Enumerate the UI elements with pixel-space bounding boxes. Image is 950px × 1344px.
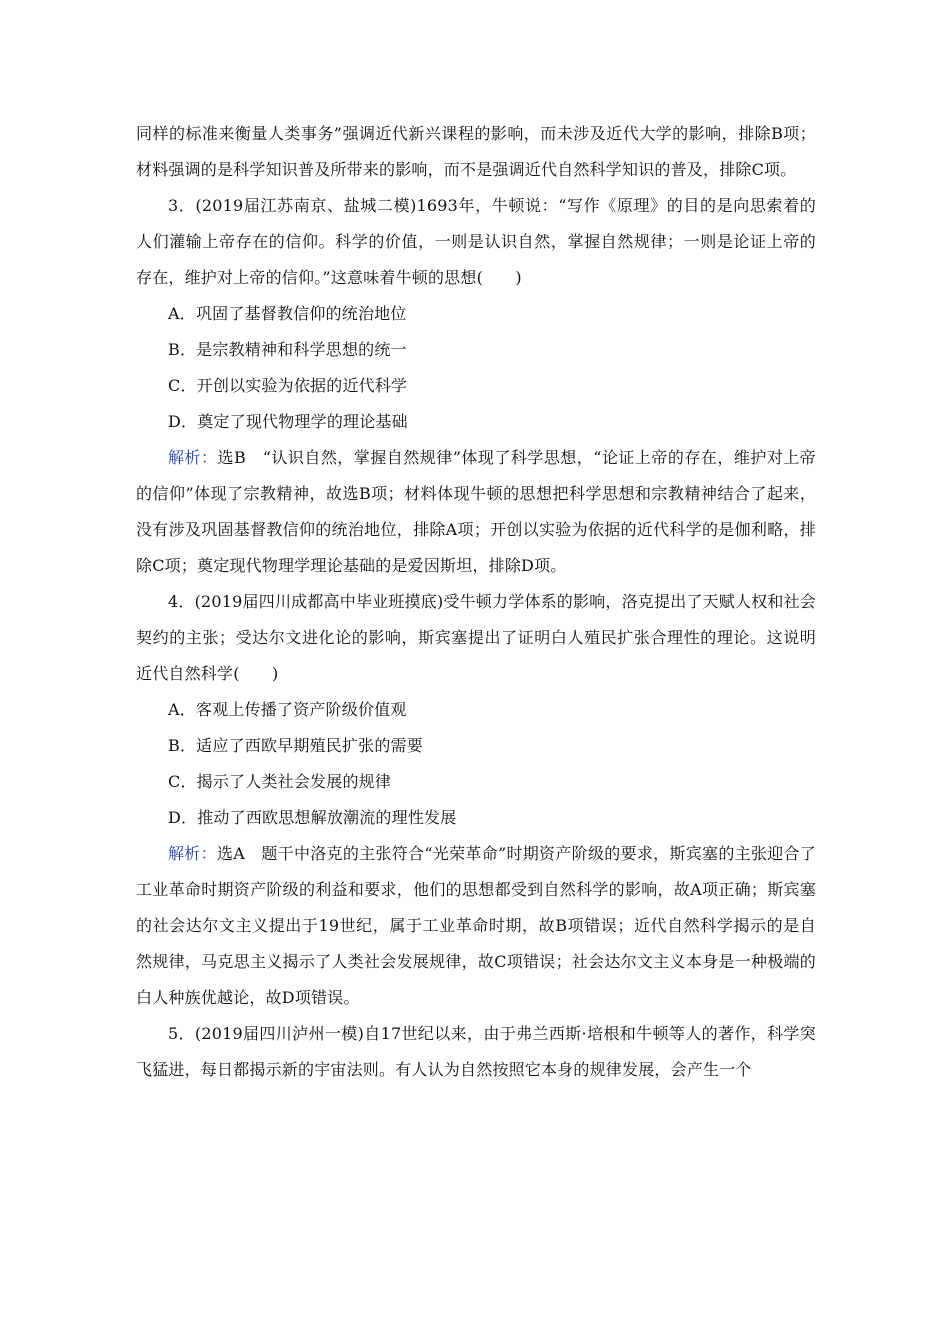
question-3-stem: 3．(2019届江苏南京、盐城二模)1693年，牛顿说：“写作《原理》的目的是向思索着的人们灌输上帝存在的信仰。科学的价值，一则是认识自然，掌握自然规律；一则是论证上帝的存在，维护对上帝的信仰。”这意味着牛顿的思想( ) [136, 196, 816, 287]
question-5 [136, 1016, 816, 1088]
analysis-label: 解析： [168, 448, 218, 467]
question-4-analysis [136, 836, 816, 1016]
question-5-stem: 5．(2019届四川泸州一模)自17世纪以来，由于弗兰西斯·培根和牛顿等人的著作，科学突飞猛进，每日都揭示新的宇宙法则。有人认为自然按照它本身的规律发展，会产生一个 [136, 1024, 816, 1079]
question-3 [136, 188, 816, 584]
question-4-option-a: A．客观上传播了资产阶级价值观 [168, 700, 407, 719]
question-4-analysis-text: 选A 题干中洛克的主张符合“光荣革命”时期资产阶级的要求，斯宾塞的主张迎合了工业革命时期资产阶级的利益和要求，他们的思想都受到自然科学的影响，故A项正确；斯宾塞的社会达尔文主义提出于19世纪，属于工业革命时期，故B项错误；近代自然科学揭示的是自然规律，马克思主义揭示了人类社会发展规律，故C项错误；社会达尔文主义本身是一种极端的白人种族优越论，故D项错误。 [136, 844, 817, 1007]
question-4-stem: 4．(2019届四川成都高中毕业班摸底)受牛顿力学体系的影响，洛克提出了天赋人权和社会契约的主张；受达尔文进化论的影响，斯宾塞提出了证明白人殖民扩张合理性的理论。这说明近代自然科学( ) [136, 592, 816, 683]
document-page [136, 116, 816, 1088]
question-3-option-b: B．是宗教精神和科学思想的统一 [168, 340, 407, 359]
question-3-analysis-text: 选B “认识自然，掌握自然规律”体现了科学思想，“论证上帝的存在，维护对上帝的信仰”体现了宗教精神，故选B项；材料体现牛顿的思想把科学思想和宗教精神结合了起来，没有涉及巩固基督教信仰的统治地位，排除A项；开创以实验为依据的近代科学的是伽利略，排除C项；奠定现代物理学理论基础的是爱因斯坦，排除D项。 [136, 448, 816, 575]
question-3-analysis [136, 440, 816, 584]
question-4-option-b: B．适应了西欧早期殖民扩张的需要 [168, 736, 423, 755]
question-4 [136, 584, 816, 1016]
question-3-option-a: A．巩固了基督教信仰的统治地位 [168, 304, 407, 323]
question-3-option-c: C．开创以实验为依据的近代科学 [168, 376, 408, 395]
question-4-option-d: D．推动了西欧思想解放潮流的理性发展 [168, 808, 457, 827]
previous-analysis-continuation: 同样的标准来衡量人类事务”强调近代新兴课程的影响，而未涉及近代大学的影响，排除B项；材料强调的是科学知识普及所带来的影响，而不是强调近代自然科学知识的普及，排除C项。 [136, 124, 816, 179]
question-3-option-d: D．奠定了现代物理学的理论基础 [168, 412, 408, 431]
question-4-option-c: C．揭示了人类社会发展的规律 [168, 772, 392, 791]
analysis-label: 解析： [168, 844, 217, 863]
